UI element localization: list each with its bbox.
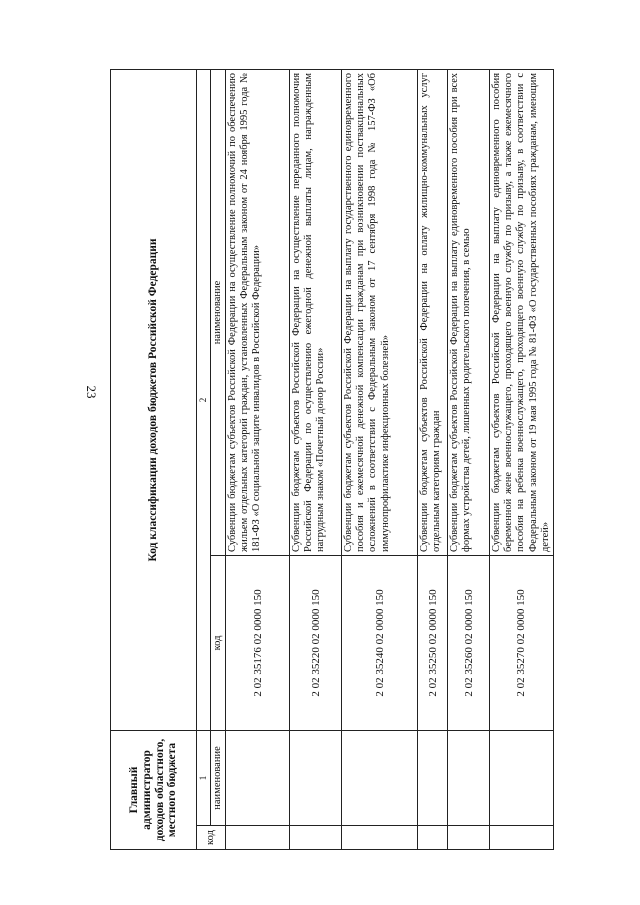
classification-code: 2 02 35250 02 0000 150 <box>418 555 448 730</box>
admin-code-cell <box>490 826 554 850</box>
classification-code: 2 02 35240 02 0000 150 <box>342 555 418 730</box>
classification-code: 2 02 35176 02 0000 150 <box>226 555 290 730</box>
admin-name-cell <box>226 730 290 825</box>
header-class-code: код <box>211 555 226 730</box>
classification-code: 2 02 35270 02 0000 150 <box>490 555 554 730</box>
admin-name-cell <box>418 730 448 825</box>
admin-code-cell <box>342 826 418 850</box>
table-row <box>448 69 490 849</box>
classification-name: Субвенции бюджетам субъектов Российской Федерации на осуществление переданного полномочия Российской Федерации по осуществлению ежегодной денежной выплаты лицам, награжденным нагрудным знаком «Почетный донор России» <box>290 69 342 555</box>
admin-code-cell <box>418 826 448 850</box>
classification-name: Субвенции бюджетам субъектов Российской Федерации на выплату государственного единовременного пособия и ежемесячной денежной компенсации гражданам при возникновении поствакцинальных осложнений в соответствии с Федеральным законом от 17 сентября 1998 года № 157-ФЗ «Об иммунопрофилактике инфекционных болезней» <box>342 69 418 555</box>
table-row <box>418 69 448 849</box>
classification-name: Субвенции бюджетам субъектов Российской Федерации на оплату жилищно-коммунальных услуг отдельным категориям граждан <box>418 69 448 555</box>
header-class-name: наименование <box>211 69 226 555</box>
table-row <box>290 69 342 849</box>
admin-code-cell <box>448 826 490 850</box>
admin-name-cell <box>342 730 418 825</box>
header-num-1: 1 <box>197 730 211 825</box>
classification-name: Субвенции бюджетам субъектов Российской Федерации на выплату единовременного пособия беременной жене военнослужащего, проходящего военную службу по призыву, а также ежемесячного пособия на ребенка военнослужащего, проходящего военную службу по призыву, в соответствии с Федеральным законом от 19 мая 1995 года № 81-ФЗ «О государственных пособиях гражданам, имеющим детей» <box>490 69 554 555</box>
page-number: 23 <box>84 385 99 399</box>
header-admin-group: Главный администратор доходов областного, местного бюджета <box>111 730 197 849</box>
header-admin-name: наименование <box>211 730 226 825</box>
classification-code: 2 02 35260 02 0000 150 <box>448 555 490 730</box>
classification-name: Субвенции бюджетам субъектов Российской Федерации на выплату единовременного пособия при всех формах устройства детей, лишенных родительского попечения, в семью <box>448 69 490 555</box>
rotated-table-container <box>110 70 551 850</box>
classification-code: 2 02 35220 02 0000 150 <box>290 555 342 730</box>
admin-name-cell <box>490 730 554 825</box>
table-row <box>226 69 290 849</box>
classification-name: Субвенции бюджетам субъектов Российской Федерации на осуществление полномочий по обеспечению жильем отдельных категорий граждан, установленных Федеральным законом от 24 ноября 1995 года № 181-ФЗ «О социальной защите инвалидов в Российской Федерации» <box>226 69 290 555</box>
admin-name-cell <box>448 730 490 825</box>
admin-name-cell <box>290 730 342 825</box>
header-num-2: 2 <box>197 69 211 730</box>
classification-table <box>110 69 554 850</box>
header-classification-group: Код классификации доходов бюджетов Российской Федерации <box>111 69 197 730</box>
admin-code-cell <box>290 826 342 850</box>
table-row <box>490 69 554 849</box>
table-row <box>342 69 418 849</box>
header-admin-code: код <box>197 826 226 850</box>
admin-code-cell <box>226 826 290 850</box>
